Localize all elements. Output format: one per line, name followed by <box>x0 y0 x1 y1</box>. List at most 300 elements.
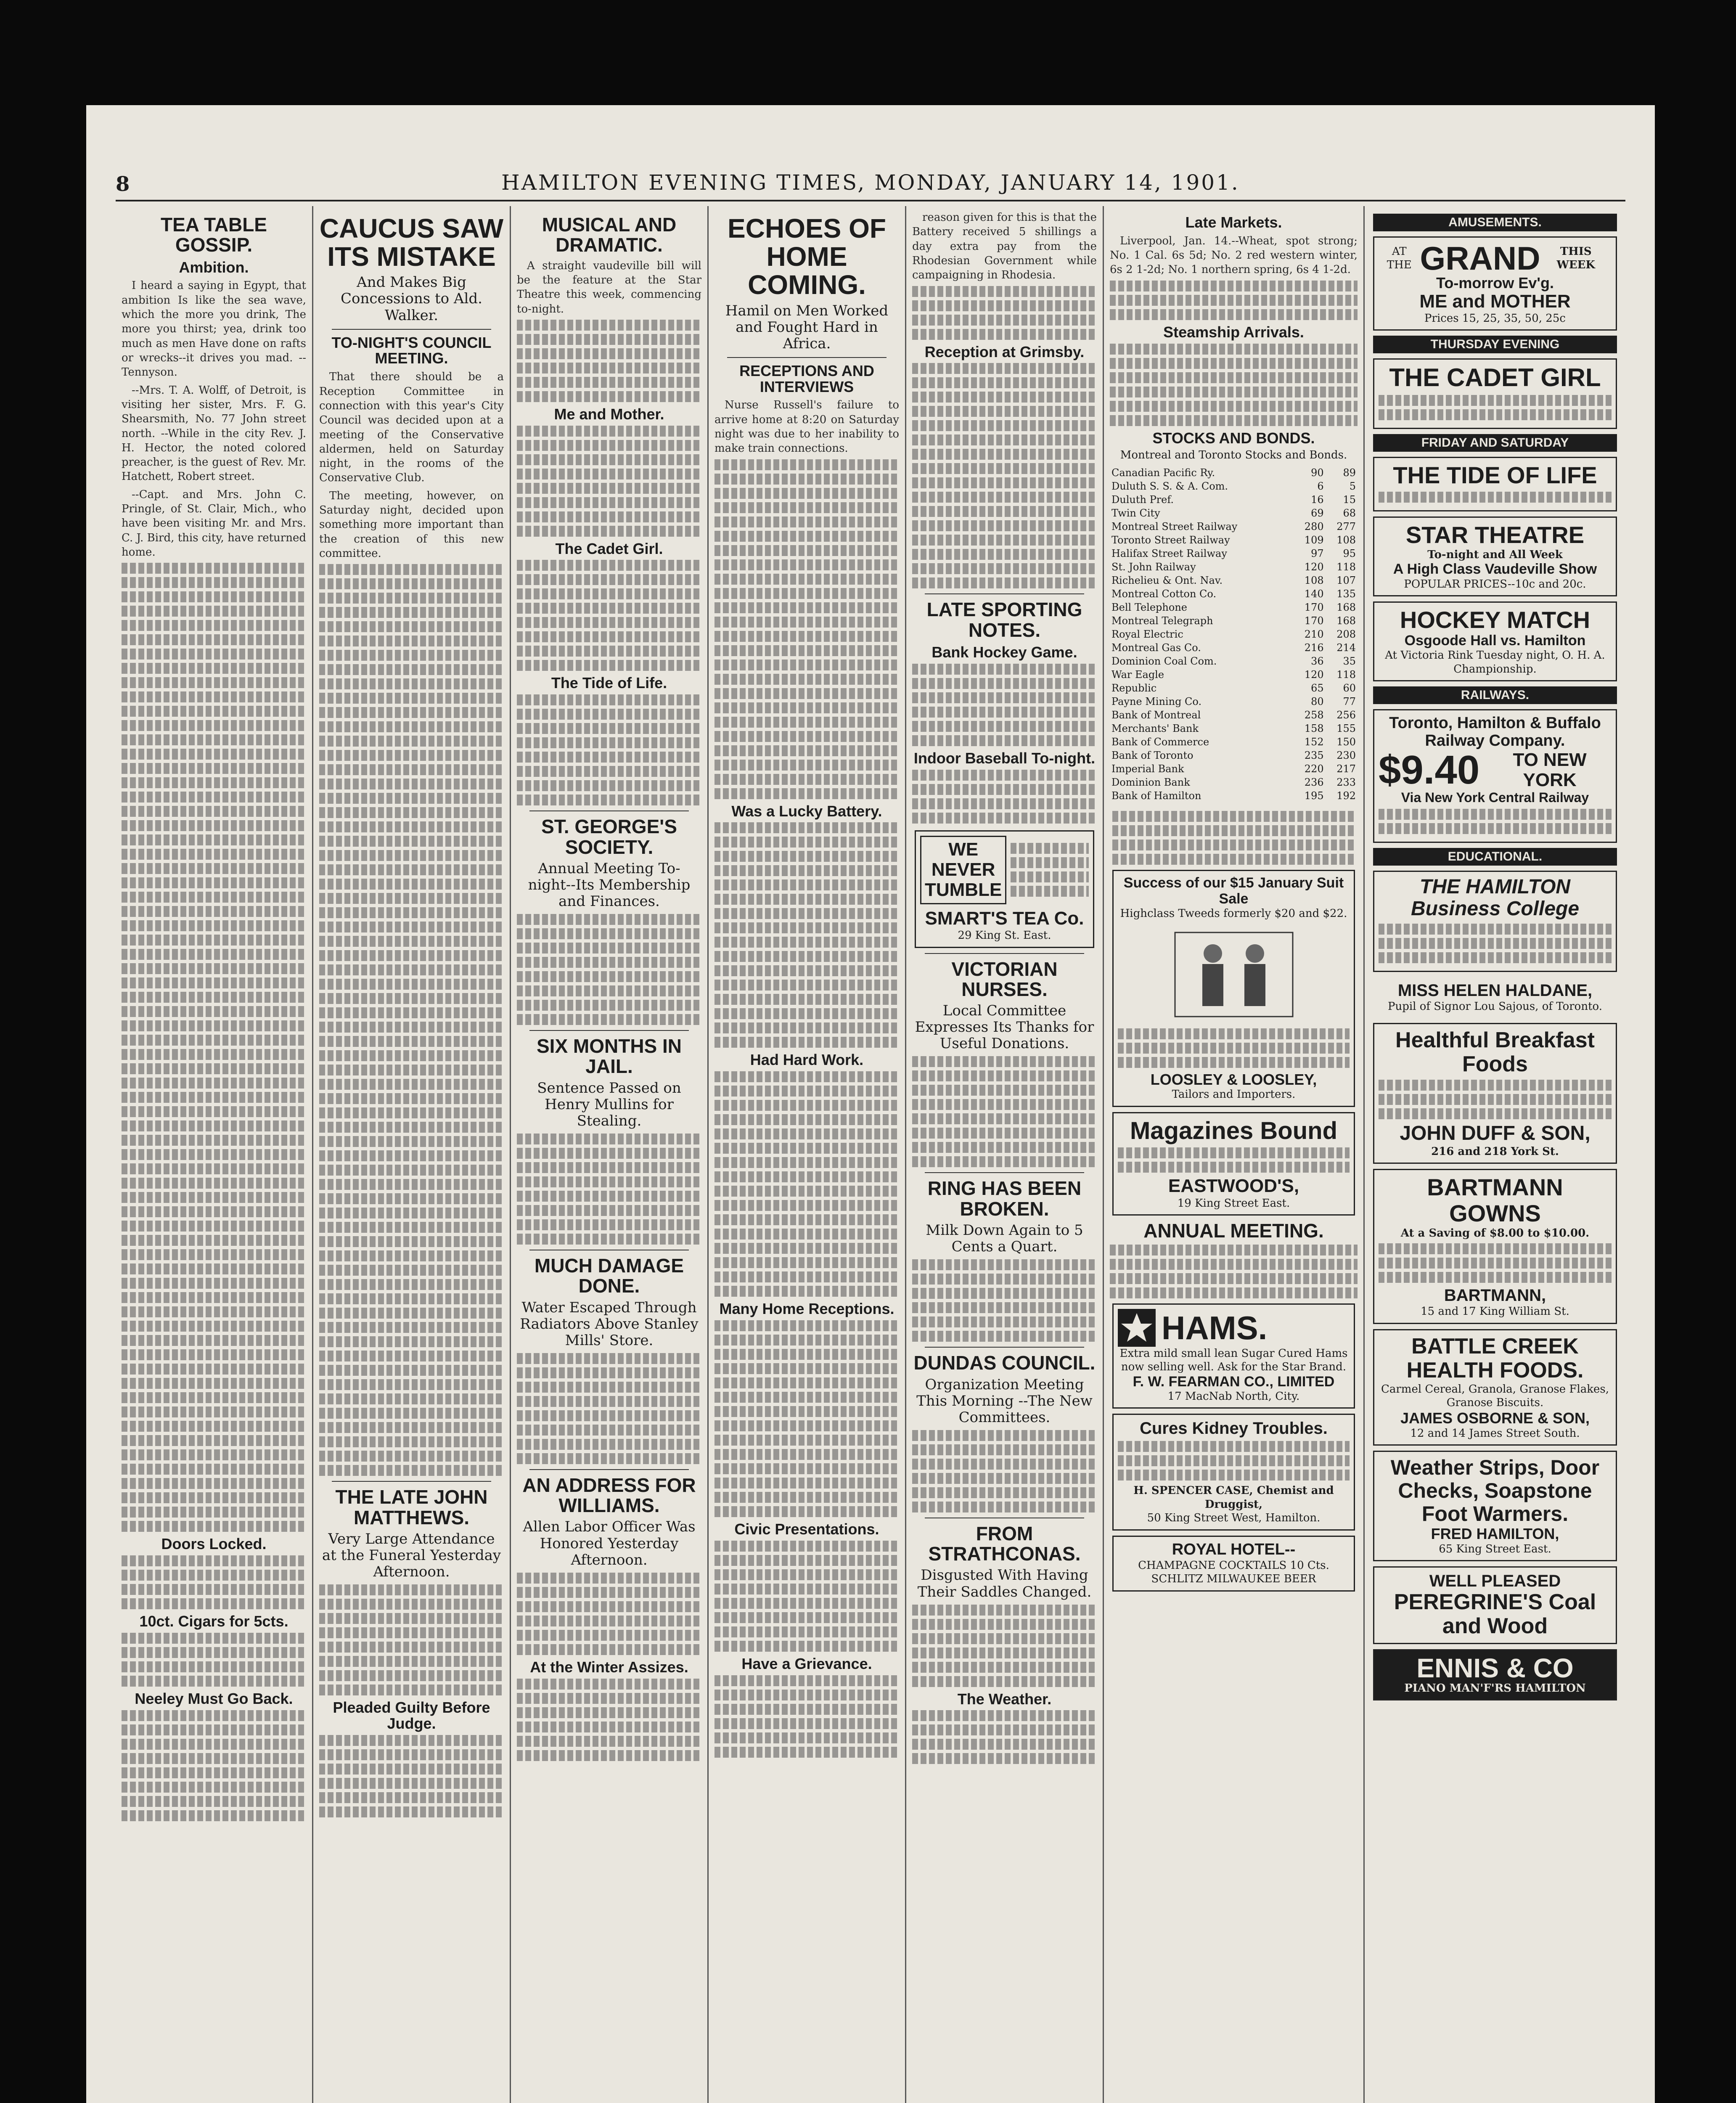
stock-row <box>1110 574 1358 587</box>
stock-bid: 89 <box>1343 467 1356 479</box>
text-line <box>715 894 899 905</box>
text-line <box>517 1750 701 1761</box>
eastwood-name: EASTWOOD'S, <box>1168 1176 1299 1197</box>
headline-st-georges: ST. GEORGE'S SOCIETY. <box>541 816 677 858</box>
stock-bid: 277 <box>1336 521 1356 533</box>
stock-asked: 16 <box>1311 494 1324 506</box>
stock-bid: 192 <box>1336 790 1356 802</box>
text-line <box>122 877 306 888</box>
stock-name: Montreal Telegraph <box>1111 615 1213 627</box>
stock-asked: 108 <box>1304 575 1324 587</box>
text-line <box>912 1070 1097 1081</box>
text-line <box>715 951 899 962</box>
text-line <box>319 850 504 861</box>
text-line <box>319 564 504 575</box>
text-line <box>319 721 504 732</box>
text-line <box>319 893 504 904</box>
stock-row <box>1110 681 1358 695</box>
text-line <box>517 454 701 465</box>
haldane-ad <box>1373 977 1617 1018</box>
text-line <box>517 1176 701 1187</box>
fearman-address: 17 MacNab North, City. <box>1167 1390 1300 1403</box>
text-line <box>319 1265 504 1276</box>
stock-row <box>1110 641 1358 654</box>
text-line <box>715 1569 899 1580</box>
subhead-pleaded-guilty: Pleaded Guilty Before Judge. <box>333 1699 490 1732</box>
column-3 <box>511 206 709 2103</box>
subhead-me-and-mother: Me and Mother. <box>554 405 664 423</box>
text-line <box>517 469 701 479</box>
text-line <box>912 300 1097 311</box>
text-line <box>1379 1272 1612 1283</box>
ennis-piano-ad <box>1373 1649 1617 1701</box>
text-line <box>715 1675 899 1686</box>
article-text <box>122 383 306 484</box>
text-line <box>1110 1287 1358 1298</box>
text-line <box>517 1616 701 1626</box>
text-line <box>122 1676 306 1687</box>
osborne-address: 12 and 14 James Street South. <box>1410 1427 1580 1440</box>
stock-name: Canadian Pacific Ry. <box>1111 467 1215 479</box>
text-line <box>1118 1470 1350 1481</box>
text-line <box>517 377 701 388</box>
text-line <box>122 1278 306 1289</box>
text-line <box>912 1085 1097 1096</box>
text-line <box>912 735 1097 746</box>
deck-address-williams: Allen Labor Officer Was Honored Yesterday Afternoon. <box>523 1518 696 1568</box>
subhead-tide-of-life: The Tide of Life. <box>551 674 667 692</box>
text-line <box>319 979 504 990</box>
text-line <box>912 363 1097 374</box>
text-line <box>122 1364 306 1375</box>
text-line <box>517 426 701 437</box>
article-text <box>517 259 701 316</box>
text-line <box>715 1506 899 1517</box>
text-line <box>319 1079 504 1090</box>
text-line <box>319 1222 504 1233</box>
text-line <box>122 1598 306 1609</box>
text-line <box>715 1214 899 1225</box>
text-line <box>517 603 701 614</box>
text-line <box>517 574 701 585</box>
bartmann-ad <box>1373 1169 1617 1324</box>
headline-annual-meeting: ANNUAL MEETING. <box>1143 1220 1324 1242</box>
stock-row <box>1110 749 1358 762</box>
text-line <box>122 1435 306 1446</box>
headline-late-markets: Late Markets. <box>1185 214 1282 231</box>
markets-paragraph: Liverpool, Jan. 14.--Wheat, spot strong; No. 1 Cal. 6s 5d; No. 2 red western winter, 6s 2 1-2d; No. 1 northern spring, 6s 4 1-2d. <box>1110 234 1358 276</box>
text-line <box>122 1521 306 1532</box>
stock-row <box>1110 668 1358 681</box>
stock-bid: 118 <box>1336 561 1356 573</box>
text-line <box>319 1465 504 1476</box>
divider <box>332 1481 491 1482</box>
text-line <box>319 993 504 1004</box>
headline-echoes: ECHOES OF HOME COMING. <box>728 213 886 300</box>
text-line <box>1379 809 1612 820</box>
breakfast-foods-ad <box>1373 1023 1617 1164</box>
text-line <box>517 660 701 671</box>
text-line <box>715 1171 899 1182</box>
text-line <box>517 1410 701 1421</box>
caucus-paragraph: The meeting, however, on Saturday night, decided upon something more important than the creation of this new committee. <box>319 489 504 560</box>
text-line <box>715 1612 899 1623</box>
text-line <box>715 717 899 728</box>
article-text <box>122 487 306 560</box>
text-line <box>912 1444 1097 1455</box>
text-line <box>319 1613 504 1624</box>
railway-price-row <box>1379 747 1612 793</box>
text-line <box>912 784 1097 795</box>
column-1 <box>116 206 313 2103</box>
text-line <box>912 563 1097 574</box>
text-line <box>122 1810 306 1821</box>
text-line <box>715 631 899 642</box>
text-line <box>1118 1028 1350 1039</box>
railway-title: Toronto, Hamilton & Buffalo Railway Company. <box>1389 714 1601 750</box>
deck-john-matthews: Very Large Attendance at the Funeral Yesterday Afternoon. <box>322 1530 501 1581</box>
text-line <box>1379 395 1612 406</box>
text-line <box>912 463 1097 474</box>
text-line <box>715 1598 899 1609</box>
stock-name: St. John Railway <box>1111 561 1196 573</box>
text-line <box>517 752 701 763</box>
masthead-title: HAMILTON EVENING TIMES, MONDAY, JANUARY 14, 1901. <box>501 170 1240 195</box>
text-line <box>319 764 504 775</box>
text-line <box>715 602 899 613</box>
college-title: THE HAMILTON Business College <box>1410 875 1580 920</box>
eastwood-address: 19 King Street East. <box>1177 1197 1290 1210</box>
deck-much-damage: Water Escaped Through Radiators Above Stanley Mills' Store. <box>520 1299 699 1349</box>
text-line <box>1110 1273 1358 1284</box>
battle-creek-ad <box>1373 1329 1617 1446</box>
stock-name: Bank of Commerce <box>1111 736 1209 748</box>
text-line <box>517 1205 701 1216</box>
text-line <box>517 795 701 805</box>
text-line <box>715 1641 899 1652</box>
text-line <box>122 1406 306 1417</box>
subhead-lucky-battery: Was a Lucky Battery. <box>731 802 882 820</box>
text-line <box>319 1408 504 1419</box>
text-line <box>319 1627 504 1638</box>
stock-bid: 155 <box>1336 723 1356 735</box>
text-line <box>715 1157 899 1168</box>
royal-hotel-title: ROYAL HOTEL-- <box>1172 1540 1296 1558</box>
tailors-illustration-icon <box>1167 924 1301 1025</box>
text-line <box>715 545 899 556</box>
text-line <box>715 531 899 542</box>
amusements-banner: AMUSEMENTS. <box>1373 214 1617 231</box>
text-line <box>715 1377 899 1388</box>
text-line <box>912 1753 1097 1764</box>
stock-name: Duluth Pref. <box>1111 494 1174 506</box>
text-line <box>912 1302 1097 1313</box>
text-line <box>122 1378 306 1389</box>
stock-bid: 256 <box>1336 709 1356 721</box>
text-line <box>715 488 899 499</box>
text-line <box>122 792 306 803</box>
text-line <box>517 1439 701 1450</box>
text-line <box>122 777 306 788</box>
text-line <box>715 1406 899 1417</box>
deck-echoes: Hamil on Men Worked and Fought Hard in Africa. <box>725 302 889 352</box>
educational-banner: EDUCATIONAL. <box>1373 848 1617 866</box>
grand-play: ME and MOTHER <box>1419 291 1571 312</box>
text-line <box>715 1732 899 1743</box>
text-line <box>319 922 504 932</box>
deck-strathconas: Disgusted With Having Their Saddles Changed. <box>917 1567 1092 1600</box>
text-line <box>517 1000 701 1011</box>
bartmann-name: BARTMANN, <box>1444 1286 1546 1305</box>
subhead-hard-work: Had Hard Work. <box>750 1051 864 1069</box>
text-line <box>122 1782 306 1793</box>
text-line <box>912 329 1097 340</box>
subhead-doors-locked: Doors Locked. <box>161 1535 267 1553</box>
stock-name: Payne Mining Co. <box>1111 696 1202 708</box>
text-line <box>912 1473 1097 1484</box>
headline-caucus: CAUCUS SAW ITS MISTAKE <box>319 213 504 272</box>
stock-row <box>1110 560 1358 574</box>
text-line <box>517 1693 701 1704</box>
subhead-home-receptions: Many Home Receptions. <box>719 1300 894 1318</box>
text-line <box>912 449 1097 460</box>
text-line <box>319 936 504 947</box>
stock-asked: 65 <box>1311 682 1324 694</box>
text-line <box>122 1192 306 1203</box>
stock-row <box>1110 654 1358 668</box>
text-line <box>122 963 306 974</box>
column-2 <box>313 206 511 2103</box>
tide-of-life-ad <box>1373 457 1617 511</box>
hockey-sub: Osgoode Hall vs. Hamilton <box>1404 632 1586 649</box>
text-line <box>122 1020 306 1031</box>
stock-bid: 60 <box>1343 682 1356 694</box>
tide-title: THE TIDE OF LIFE <box>1393 462 1597 489</box>
thursday-banner: THURSDAY EVENING <box>1373 336 1617 353</box>
text-line <box>517 334 701 345</box>
text-line <box>319 621 504 632</box>
stock-name: Dominion Bank <box>1111 776 1190 789</box>
text-line <box>319 1451 504 1462</box>
text-line <box>912 286 1097 297</box>
text-line <box>517 391 701 402</box>
text-line <box>122 591 306 602</box>
stock-name: Halifax Street Railway <box>1111 548 1227 560</box>
deck-dundas-council: Organization Meeting This Morning --The New Committees. <box>916 1376 1093 1426</box>
text-line <box>122 677 306 688</box>
text-line <box>319 1735 504 1746</box>
stock-row <box>1110 695 1358 708</box>
text-line <box>122 949 306 960</box>
text-line <box>912 1274 1097 1285</box>
deck-ring-broken: Milk Down Again to 5 Cents a Quart. <box>926 1222 1083 1255</box>
text-line <box>122 1335 306 1346</box>
subhead-receptions: RECEPTIONS AND INTERVIEWS <box>739 362 874 395</box>
article-text <box>912 210 1097 283</box>
article-text <box>319 370 504 561</box>
text-line <box>517 1679 701 1690</box>
text-line <box>517 780 701 791</box>
text-line <box>912 1259 1097 1270</box>
text-line <box>1379 938 1612 949</box>
text-line <box>517 1453 701 1464</box>
text-line <box>319 821 504 832</box>
text-line <box>1110 344 1358 355</box>
stock-name: Bell Telephone <box>1111 601 1187 614</box>
suit-sale-title: Success of our $15 January Suit Sale <box>1123 875 1344 907</box>
text-line <box>319 1007 504 1018</box>
text-line <box>122 606 306 617</box>
column-6 <box>1104 206 1365 2103</box>
text-line <box>122 1292 306 1303</box>
stock-row <box>1110 547 1358 560</box>
text-line <box>319 779 504 789</box>
text-line <box>517 985 701 996</box>
kidney-ad <box>1112 1414 1355 1531</box>
subhead-civic-presentations: Civic Presentations. <box>734 1520 879 1538</box>
text-line <box>912 1288 1097 1299</box>
subhead-grimsby: Reception at Grimsby. <box>924 343 1085 360</box>
deck-st-georges: Annual Meeting To-night--Its Membership and Finances. <box>528 860 691 910</box>
text-line <box>122 1106 306 1117</box>
magazines-ad <box>1112 1112 1355 1216</box>
fred-hamilton-address: 65 King Street East. <box>1439 1542 1551 1555</box>
text-line <box>912 770 1097 781</box>
text-line <box>517 320 701 331</box>
text-line <box>122 1464 306 1475</box>
text-line <box>319 1351 504 1361</box>
stock-row <box>1110 614 1358 628</box>
stock-name: Bank of Montreal <box>1111 709 1201 721</box>
text-line <box>912 1633 1097 1644</box>
text-line <box>517 971 701 982</box>
tea-ad-copy <box>1011 840 1089 900</box>
poem-text: I heard a saying in Egypt, that ambition Is like the sea wave, which the more you drink, The more you thirst; yea, drink too much as men Have done on rafts or wrecks--it drives you mad. --Tennyson. <box>122 279 306 379</box>
text-line <box>517 1162 701 1173</box>
stock-asked: 170 <box>1304 601 1324 614</box>
text-line <box>715 1320 899 1331</box>
text-line <box>912 1316 1097 1327</box>
text-line <box>122 1710 306 1721</box>
star-sub: To-night and All Week <box>1427 548 1563 561</box>
stock-bid: 5 <box>1349 480 1356 493</box>
text-line <box>319 593 504 604</box>
text-line <box>715 474 899 485</box>
divider <box>529 1030 689 1031</box>
text-line <box>715 1463 899 1474</box>
text-line <box>319 807 504 818</box>
stock-asked: 36 <box>1311 655 1324 667</box>
text-line <box>715 965 899 976</box>
text-line <box>912 477 1097 488</box>
tea-company-address: 29 King St. East. <box>958 929 1051 942</box>
text-line <box>122 663 306 674</box>
text-line <box>715 774 899 785</box>
text-line <box>715 1690 899 1700</box>
hams-title: HAMS. <box>1162 1309 1268 1346</box>
railway-price: $9.40 <box>1379 747 1480 793</box>
railways-banner: RAILWAYS. <box>1373 686 1617 704</box>
text-line <box>715 1200 899 1211</box>
article-text <box>1110 234 1358 277</box>
text-line <box>1379 924 1612 935</box>
column-7 <box>1365 206 1625 2103</box>
headline-steamship-arrivals: Steamship Arrivals. <box>1163 323 1304 341</box>
stock-row <box>1110 587 1358 601</box>
smarts-tea-ad <box>915 830 1094 948</box>
text-line <box>517 1722 701 1732</box>
peregrine-title: PEREGRINE'S Coal and Wood <box>1394 1590 1596 1639</box>
text-line <box>1118 1455 1350 1466</box>
hams-row <box>1118 1309 1350 1347</box>
text-line <box>912 577 1097 588</box>
text-line <box>122 720 306 731</box>
text-line <box>517 646 701 657</box>
stock-name: Duluth S. S. & A. Com. <box>1111 480 1228 493</box>
hockey-detail: At Victoria Rink Tuesday night, O. H. A. Championship. <box>1385 649 1605 675</box>
text-line <box>715 1186 899 1197</box>
text-line <box>517 511 701 522</box>
text-line <box>319 836 504 847</box>
tea-ad-line: WE <box>948 839 979 860</box>
cadet-girl-ad <box>1373 358 1617 429</box>
text-line <box>517 694 701 705</box>
tea-ad-row <box>920 836 1089 904</box>
subhead-bank-hockey: Bank Hockey Game. <box>932 643 1077 661</box>
text-line <box>517 1707 701 1718</box>
stock-name: War Eagle <box>1111 669 1164 681</box>
text-line <box>715 1100 899 1111</box>
text-line <box>122 806 306 817</box>
newspaper-page <box>86 105 1655 2103</box>
text-line <box>715 559 899 570</box>
text-line <box>122 1178 306 1189</box>
text-line <box>715 908 899 919</box>
text-line <box>715 1114 899 1125</box>
text-line <box>122 1555 306 1566</box>
stock-bid: 168 <box>1336 615 1356 627</box>
text-line <box>122 977 306 988</box>
stock-row <box>1110 493 1358 506</box>
divider <box>727 357 887 358</box>
text-line <box>122 920 306 931</box>
text-line <box>715 588 899 599</box>
text-line <box>715 702 899 713</box>
text-line <box>715 865 899 876</box>
text-line <box>715 1704 899 1715</box>
text-line <box>517 1644 701 1655</box>
gossip-paragraph: --Mrs. T. A. Wolff, of Detroit, is visiting her sister, Mrs. F. G. Shearsmith, No. 77 John street north. --While in the city Rev. J. H. Hector, the noted colored preacher, is the guest of Rev. Mr. Hatchett, Robert street. <box>122 384 306 483</box>
subhead-indoor-baseball: Indoor Baseball To-night. <box>913 749 1096 767</box>
text-line <box>122 1767 306 1778</box>
subhead-cadet-girl: The Cadet Girl. <box>555 540 663 557</box>
text-line <box>122 1135 306 1146</box>
text-line <box>715 851 899 862</box>
text-line <box>122 1739 306 1750</box>
text-line <box>319 793 504 804</box>
star-prices: POPULAR PRICES--10c and 20c. <box>1404 577 1586 591</box>
stock-asked: 195 <box>1304 790 1324 802</box>
fred-hamilton-name: FRED HAMILTON, <box>1431 1525 1559 1543</box>
text-line <box>122 1796 306 1807</box>
text-line <box>122 1392 306 1403</box>
text-line <box>319 1050 504 1061</box>
text-line <box>319 1279 504 1290</box>
text-line <box>319 864 504 875</box>
railway-ad <box>1373 709 1617 843</box>
text-line <box>1110 295 1358 306</box>
text-line <box>912 1710 1097 1721</box>
